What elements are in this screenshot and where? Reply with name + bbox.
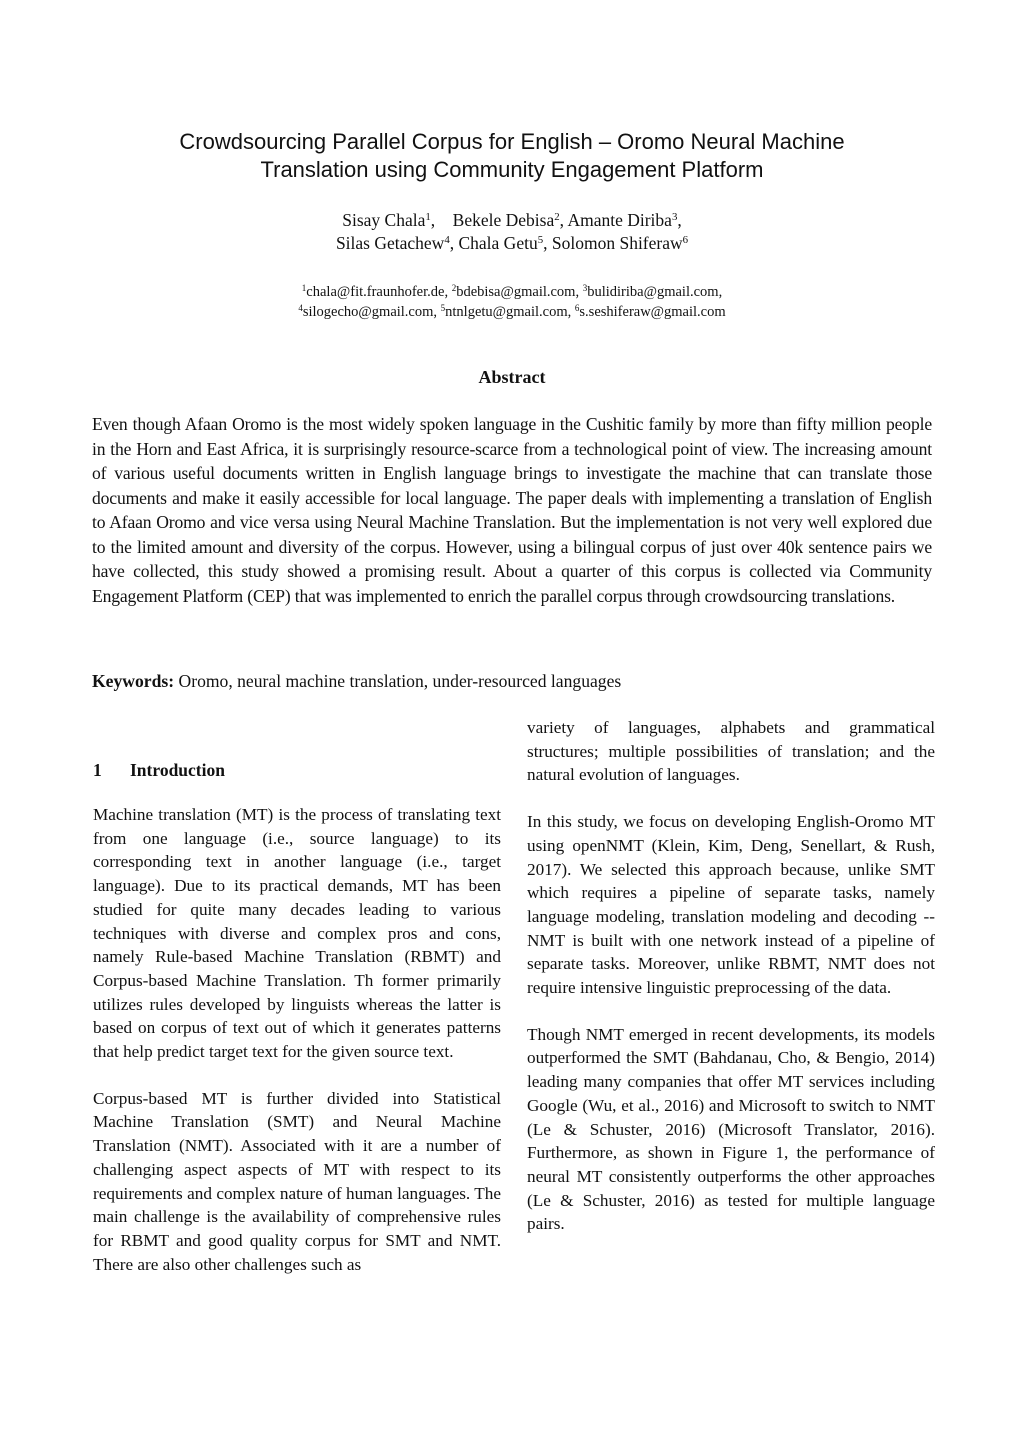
abstract-text: Even though Afaan Oromo is the most widely spoken language in the Cushitic family by more than fifty million people in the Horn and East Africa, it is surprisingly resource-scarce from a technological point of view. The increasing amount of various useful documents written in English language brings to investigate the machine that can translate those documents and make it easily accessible for local language. The paper deals with implementing a translation of English to Afaan Oromo and vice versa using Neural Machine Translation. But the implementation is not very well explored due to the limited amount and diversity of the corpus. However, using a bilingual corpus of just over 40k sentence pairs we have collected, this study showed a promising result. About a quarter of this corpus is collected via Community Engagement Platform (CEP) that was implemented to enrich the parallel corpus through crowdsourcing translations. [92,414,932,606]
affil-mark: 3 [582,283,588,294]
paragraph: Machine translation (MT) is the process of translating text from one language (i.e., source language) to its corresponding text in another language (i.e., target language). Due to its practical demands, MT has been studied for quite many decades leading to various techniques with diverse and complex pros and cons, namely Rule-based Machine Translation (RBMT) and Corpus-based Machine Translation. Th former primarily utilizes rules developed by linguists whereas the latter is based on corpus of text out of which it generates patterns that help predict target text for the given source text. [93,805,501,1062]
affil-mark: 1 [301,283,307,294]
title-line-2: Translation using Community Engagement Platform [260,157,764,182]
author-name: Bekele Debisa [452,210,555,230]
author-name: Sisay Chala [342,210,426,230]
author-name: Silas Getachew [335,233,445,253]
author-email[interactable]: chala@fit.fraunhofer.de [306,284,445,300]
paragraph: Corpus-based MT is further divided into Statistical Machine Translation (SMT) and Neural Machine Translation (NMT). Associated with it are a number of challenging aspect aspects of MT with respect to its requirements and complex nature of human languages. The main challenge is the availability of comprehensive rules for RBMT and good quality corpus for SMT and NMT. There are also other challenges such as [93,1088,501,1274]
author-email[interactable]: s.seshiferaw@gmail.com [579,304,726,320]
affil-mark: 5 [537,234,544,247]
keywords-label: Keywords: [92,671,175,691]
section-number: 1 [93,760,102,780]
affil-mark: 6 [682,234,689,247]
affil-mark: 5 [440,303,446,314]
section-title: Introduction [130,760,225,780]
affil-mark: 4 [298,303,303,314]
author-email[interactable]: silogecho@gmail.com [302,304,434,320]
author-email[interactable]: bulidiriba@gmail.com [587,284,719,300]
author-name: Chala Getu [458,233,538,253]
email-list [92,282,932,322]
keywords-text: Oromo, neural machine translation, under-resourced languages [178,671,622,691]
author-list [92,209,932,255]
paragraph: Though NMT emerged in recent developments, its models outperformed the SMT (Bahdanau, Cho, & Bengio, 2014) leading many companies that offer MT services including Google (Wu, et al., 2016) and Microsoft to switch to NMT (Le & Schuster, 2016) (Microsoft Translator, 2016). Furthermore, as shown in Figure 1, the performance of neural MT consistently outperforms the other approaches (Le & Schuster, 2016) as tested for multiple language pairs. [527,1024,935,1234]
author-email[interactable]: bdebisa@gmail.com [456,284,576,300]
keywords [92,669,932,693]
affil-mark: 1 [425,211,431,224]
section-heading-introduction [93,758,501,782]
abstract-body [92,412,932,608]
author-name: Solomon Shiferaw [551,233,683,253]
affil-mark: 6 [574,303,580,314]
affil-mark: 2 [451,283,457,294]
affil-mark: 2 [554,211,560,224]
email-line-1: $^1$chala@fit.fraunhofer.de, $^2$bdebisa@gmail.com, $^3$bulidiriba@gmail.com, [301,283,723,300]
affil-mark: 3 [671,211,678,224]
left-column [93,758,501,1276]
title-line-1: Crowdsourcing Parallel Corpus for English – Oromo Neural Machine [179,129,845,154]
abstract-heading: Abstract [478,367,546,387]
paragraph: variety of languages, alphabets and grammatical structures; multiple possibilities of translation; and the natural evolution of languages. [527,718,935,785]
paragraph: In this study, we focus on developing English-Oromo MT using openNMT (Klein, Kim, Deng, Senellart, & Rush, 2017). We selected this approach because, unlike SMT which requires a pipeline of separate tasks, namely language modeling, translation modeling and decoding -- NMT is built with one network instead of a pipeline of separate tasks. Moreover, unlike RBMT, NMT does not require intensive linguistic preprocessing of the data. [527,812,935,998]
author-email[interactable]: ntnlgetu@gmail.com [445,304,568,320]
right-column [527,716,935,1236]
author-line-1: Sisay Chala$^1$, Bekele Debisa$^2$, Amante Diriba$^3$, [342,210,682,230]
author-line-2: Silas Getachew$^4$, Chala Getu$^5$, Solomon Shiferaw$^6$ [335,233,689,253]
author-name: Amante Diriba [567,210,672,230]
affil-mark: 4 [444,234,450,247]
email-line-2: $^4$silogecho@gmail.com, $^5$ntnlgetu@gmail.com, $^6$s.seshiferaw@gmail.com [298,303,726,320]
paper-title [92,128,932,184]
